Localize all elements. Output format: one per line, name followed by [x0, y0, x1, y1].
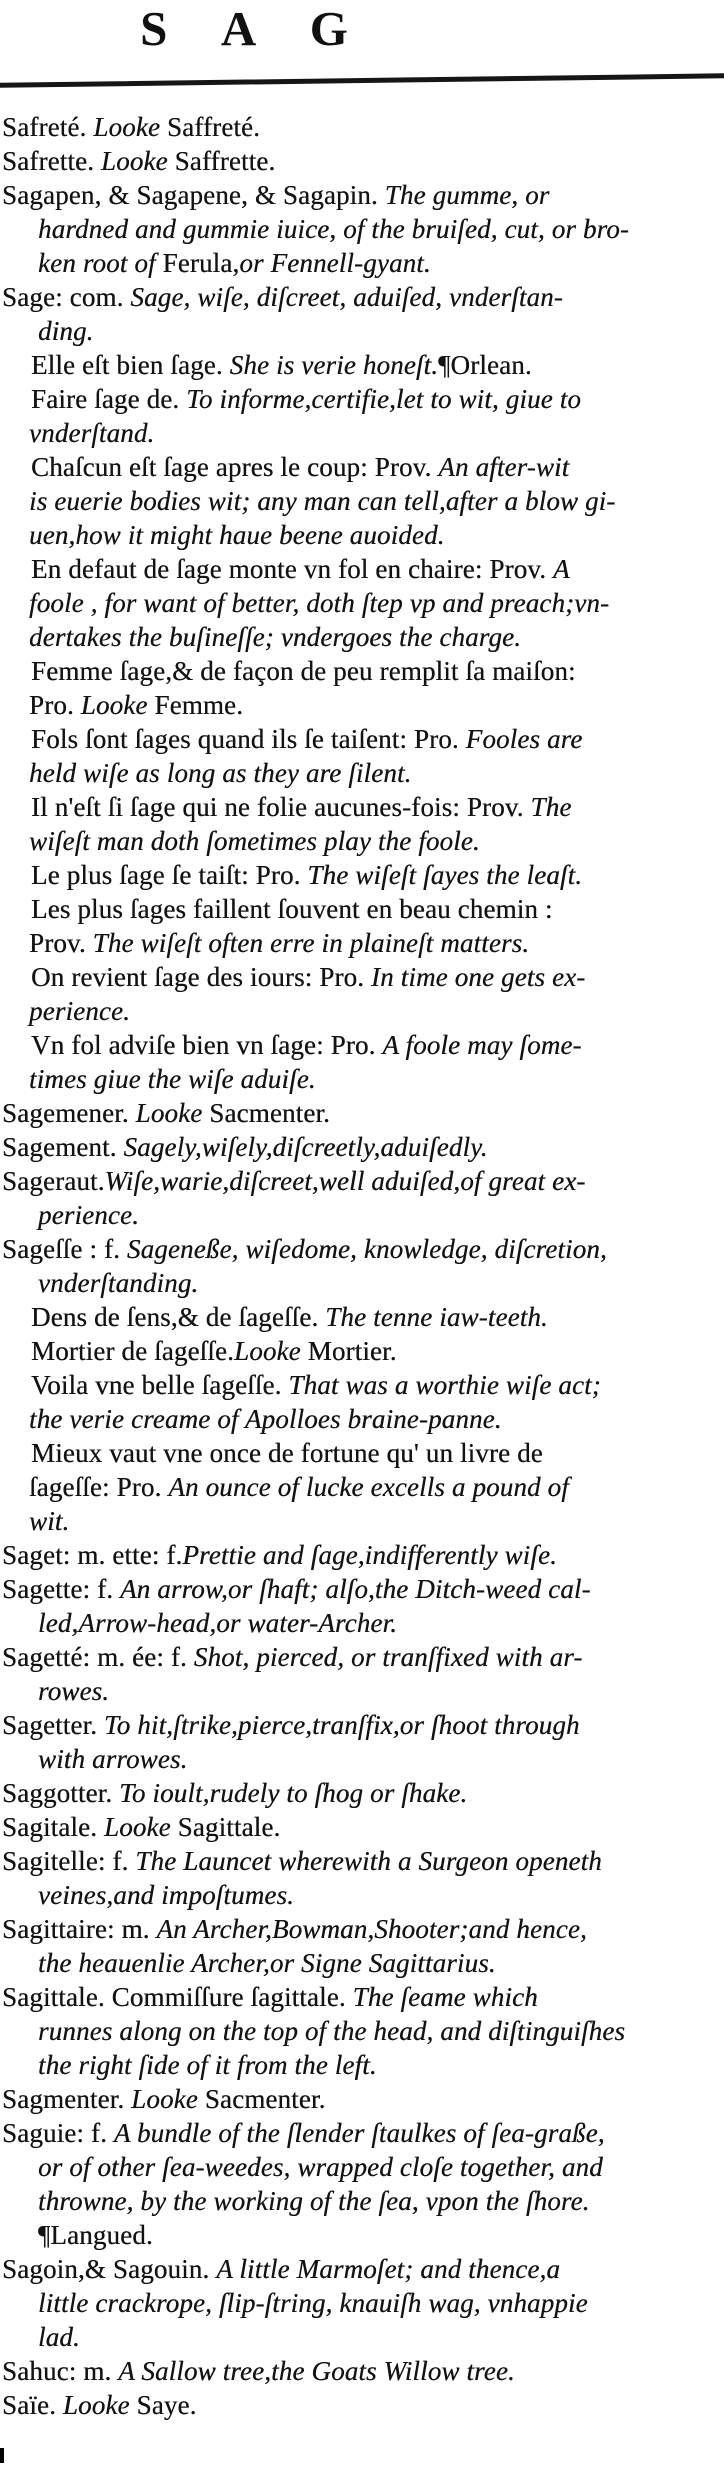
text-segment: veines,and impoſtumes. [38, 1880, 295, 1910]
entry-line [0, 654, 724, 688]
sub-entry [0, 450, 724, 552]
entry-line [0, 2218, 724, 2252]
text-segment: Vn fol adviſe bien vn ſage: Pro. [31, 1030, 383, 1060]
entry-line [0, 2354, 724, 2388]
text-segment: little crackrope, ſlip-ſtring, knauiſh wag, vnhappie [38, 2288, 588, 2318]
entry-line [0, 1334, 724, 1368]
text-segment: The wiſeſt ſayes the leaſt. [307, 860, 583, 890]
dictionary-entry [0, 1232, 724, 1300]
text-segment: En defaut de ſage monte vn fol en chaire: Prov. [31, 554, 554, 584]
entry-line [0, 1130, 724, 1164]
dictionary-entry [0, 1980, 724, 2082]
sub-entry [0, 654, 724, 722]
dictionary-entry [0, 1844, 724, 1912]
dictionary-entry [0, 1640, 724, 1708]
entry-line [0, 1198, 724, 1232]
sub-entry [0, 790, 724, 858]
sub-entry [0, 552, 724, 654]
text-segment: A foole may ſome- [382, 1030, 582, 1060]
entry-line [0, 960, 724, 994]
scan-artifact [0, 2448, 4, 2463]
text-segment: An Archer,Bowman,Shooter;and hence, [156, 1914, 587, 1944]
headword: Sahuc: m. [2, 2356, 119, 2386]
entry-line [0, 110, 724, 144]
dictionary-entry [0, 2082, 724, 2116]
entry-line [0, 1470, 724, 1504]
entry-line [0, 518, 724, 552]
text-segment: A [553, 554, 570, 584]
text-segment: lad. [38, 2322, 80, 2352]
text-segment: Le plus ſage ſe taiſt: Pro. [31, 860, 308, 890]
dictionary-entry [0, 144, 724, 178]
entry-line [0, 2286, 724, 2320]
headword: Sagoin,& Sagouin. [2, 2254, 217, 2284]
headword: Sage: com. [2, 282, 131, 312]
text-segment: Dens de ſens,& de ſageſſe. [31, 1302, 326, 1332]
entry-line [0, 994, 724, 1028]
sub-entry [0, 1436, 724, 1538]
text-segment: The [530, 792, 572, 822]
entry-line [0, 2320, 724, 2354]
entries [0, 110, 724, 2422]
headword: Saggotter. [2, 1778, 120, 1808]
text-segment: Sageneße, wiſedome, knowledge, diſcretion, [126, 1234, 607, 1264]
entry-line [0, 1538, 724, 1572]
text-segment: Looke [80, 690, 155, 720]
entry-line [0, 756, 724, 790]
text-segment: A little Marmoſet; and thence,a [216, 2254, 561, 2284]
text-segment: Pro. [29, 690, 81, 720]
headword: Sagemener. [2, 1098, 136, 1128]
sub-entry [0, 960, 724, 1028]
text-segment: vnderſtand. [29, 418, 155, 448]
headword: Sagittaire: m. [2, 1914, 157, 1944]
entry-line [0, 2252, 724, 2286]
text-segment: Prov. [29, 928, 93, 958]
text-segment: The Launcet wherewith a Surgeon openeth [135, 1846, 602, 1876]
entry-line [0, 1674, 724, 1708]
sub-entry [0, 858, 724, 892]
text-segment: Il n'eſt ſi ſage qui ne folie aucunes-fois: Prov. [31, 792, 531, 822]
headword: Sagette: f. [2, 1574, 121, 1604]
text-segment: A bundle of the ſlender ſtaulkes of ſea-graße, [113, 2118, 605, 2148]
dictionary-entry [0, 110, 724, 144]
text-segment: In time one gets ex- [370, 962, 586, 992]
text-segment: That was a worthie wiſe act; [288, 1370, 601, 1400]
text-segment: Looke [62, 2390, 137, 2420]
text-segment: perience. [38, 1200, 140, 1230]
entry-line [0, 1844, 724, 1878]
entry-line [0, 450, 724, 484]
headword: Sagitelle: f. [2, 1846, 136, 1876]
text-segment: led,Arrow-head,or water-Archer. [38, 1608, 398, 1638]
text-segment: Mieux vaut vne once de fortune qu' un livre de [31, 1438, 543, 1468]
text-segment: with arrowes. [38, 1744, 188, 1774]
headword: Sageſſe : f. [2, 1234, 127, 1264]
headword: Saïe. [2, 2390, 63, 2420]
entry-line [0, 1980, 724, 2014]
entry-line [0, 2150, 724, 2184]
entry-line [0, 416, 724, 450]
text-segment: Looke [135, 1098, 210, 1128]
text-segment: the right ſide of it from the left. [38, 2050, 377, 2080]
entry-line [0, 2082, 724, 2116]
sub-entry [0, 892, 724, 960]
text-segment: vnderſtanding. [38, 1268, 199, 1298]
text-segment: wit. [29, 1506, 70, 1536]
entry-line [0, 892, 724, 926]
headword: Sagittale. Commiſſure ſagittale. [2, 1982, 353, 2012]
dictionary-entry [0, 2116, 724, 2252]
entry-line [0, 1232, 724, 1266]
entry-line [0, 2184, 724, 2218]
entry-line [0, 1062, 724, 1096]
text-segment: An arrow,or ſhaft; alſo,the Ditch-weed cal- [120, 1574, 591, 1604]
text-segment: On revient ſage des iours: Pro. [31, 962, 371, 992]
entry-line [0, 1028, 724, 1062]
entry-line [0, 314, 724, 348]
entry-line [0, 688, 724, 722]
dictionary-entry [0, 1708, 724, 1776]
entry-line [0, 178, 724, 212]
text-segment: Sacmenter. [209, 1098, 330, 1128]
headword: Sagetter. [2, 1710, 104, 1740]
text-segment: is euerie bodies wit; any man can tell,after a blow gi- [29, 486, 616, 516]
text-segment: Sagittale. [177, 1812, 281, 1842]
dictionary-entry [0, 1810, 724, 1844]
text-segment: To hit,ſtrike,pierce,tranſfix,or ſhoot through [103, 1710, 580, 1740]
entry-line [0, 1946, 724, 1980]
dictionary-entry [0, 2354, 724, 2388]
sub-entry [0, 348, 724, 382]
dictionary-entry [0, 2388, 724, 2422]
entry-line [0, 144, 724, 178]
entry-line [0, 1742, 724, 1776]
entry-line [0, 1878, 724, 1912]
text-segment: uen,how it might haue beene auoided. [29, 520, 445, 550]
dictionary-entry [0, 1912, 724, 1980]
entry-line [0, 2388, 724, 2422]
text-segment: Femme ſage,& de façon de peu remplit ſa maiſon: [31, 656, 576, 686]
text-segment: Prettie and ſage,indifferently wiſe. [182, 1540, 557, 1570]
headword: Sagapen, & Sagapene, & Sagapin. [2, 180, 385, 210]
text-segment: Elle eſt bien ſage. [31, 350, 230, 380]
text-segment: Saffreté. [166, 112, 261, 142]
text-segment: wiſeſt man doth ſometimes play the foole. [29, 826, 480, 856]
text-segment: Looke [131, 2084, 205, 2114]
entry-line [0, 212, 724, 246]
headword: Sagmenter. [2, 2084, 132, 2114]
dictionary-entry [0, 1538, 724, 1572]
entry-line [0, 1776, 724, 1810]
text-segment: Mortier de ſageſſe. [31, 1336, 235, 1366]
text-segment: ¶Orlean. [438, 350, 532, 380]
dictionary-entry [0, 1572, 724, 1640]
page-header-letters: S A G [140, 1, 370, 56]
text-segment: or Fennell-gyant. [239, 248, 431, 278]
text-segment: An ounce of lucke excells a pound of [168, 1472, 569, 1502]
entry-line [0, 1402, 724, 1436]
text-segment: ken root of [38, 248, 163, 278]
text-segment: Chaſcun eſt ſage apres le coup: Prov. [31, 452, 439, 482]
text-segment: Sagely,wiſely,diſcreetly,aduiſedly. [123, 1132, 488, 1162]
entry-line [0, 382, 724, 416]
headword: Saget: m. ette: f. [2, 1540, 183, 1570]
text-segment: To informe,certifie,let to wit, giue to [186, 384, 582, 414]
headword: Sagetté: m. ée: f. [2, 1642, 194, 1672]
text-segment: ding. [38, 316, 94, 346]
entry-line [0, 484, 724, 518]
dictionary-entry [0, 1096, 724, 1130]
entry-line [0, 790, 724, 824]
entry-line [0, 858, 724, 892]
dictionary-entry [0, 280, 724, 348]
text-segment: Les plus ſages faillent ſouvent en beau chemin : [31, 894, 553, 924]
text-segment: runnes along on the top of the head, and diſtinguiſhes [38, 2016, 626, 2046]
text-segment: Shot, pierced, or tranſfixed with ar- [193, 1642, 583, 1672]
text-segment: The tenne iaw-teeth. [325, 1302, 548, 1332]
entry-line [0, 1436, 724, 1470]
dictionary-entry [0, 1130, 724, 1164]
entry-line [0, 2116, 724, 2150]
entry-line [0, 1640, 724, 1674]
sub-entry [0, 1028, 724, 1096]
text-segment: Looke [103, 1812, 178, 1842]
headword: Saguie: f. [2, 2118, 114, 2148]
headword: Sageraut. [2, 1166, 105, 1196]
entry-line [0, 2014, 724, 2048]
headword: Safreté. [2, 112, 94, 142]
text-segment: The gumme, or [384, 180, 550, 210]
text-segment: the verie creame of Apolloes braine-panne. [29, 1404, 502, 1434]
entry-line [0, 1572, 724, 1606]
entry-line [0, 348, 724, 382]
text-segment: To ioult,rudely to ſhog or ſhake. [119, 1778, 468, 1808]
entry-line [0, 1300, 724, 1334]
entry-line [0, 246, 724, 280]
entry-line [0, 620, 724, 654]
entry-line [0, 1912, 724, 1946]
text-segment: A Sallow tree,the Goats Willow tree. [118, 2356, 515, 2386]
text-segment: Fooles are [465, 724, 583, 754]
entry-line [0, 824, 724, 858]
entry-line [0, 926, 724, 960]
text-segment: She is verie honeſt. [229, 350, 439, 380]
text-segment: Voila vne belle ſageſſe. [31, 1370, 289, 1400]
text-segment: throwne, by the working of the ſea, vpon the ſhore. [38, 2186, 590, 2216]
text-segment: Sage, wiſe, diſcreet, aduiſed, vnderſtan- [130, 282, 563, 312]
text-segment: dertakes the buſineſſe; vndergoes the charge. [29, 622, 522, 652]
sub-entry [0, 382, 724, 450]
entry-line [0, 1606, 724, 1640]
text-segment: The ſeame which [352, 1982, 538, 2012]
entry-line [0, 722, 724, 756]
text-segment: Saye. [136, 2390, 197, 2420]
entry-line [0, 1266, 724, 1300]
headword: Sagement. [2, 1132, 124, 1162]
entry-line [0, 1368, 724, 1402]
text-segment: An after-wit [438, 452, 570, 482]
entry-line [0, 1810, 724, 1844]
text-segment: ſageſſe: Pro. [29, 1472, 169, 1502]
text-segment: ¶Langued. [38, 2220, 153, 2250]
entry-line [0, 552, 724, 586]
text-segment: Femme. [154, 690, 244, 720]
text-segment: Wiſe,warie,diſcreet,well aduiſed,of great ex- [104, 1166, 586, 1196]
text-segment: foole , for want of better, doth ſtep vp and preach;vn- [29, 588, 610, 618]
entry-line [0, 586, 724, 620]
text-segment: Sacmenter. [204, 2084, 326, 2114]
text-segment: Saffrette. [174, 146, 276, 176]
headword: Sagitale. [2, 1812, 104, 1842]
entry-line [0, 280, 724, 314]
dictionary-entry [0, 2252, 724, 2354]
text-segment: Ferula, [162, 248, 240, 278]
headword: Safrette. [2, 146, 101, 176]
text-segment: times giue the wiſe aduiſe. [29, 1064, 316, 1094]
text-segment: hardned and gummie iuice, of the bruiſed, cut, or bro- [38, 214, 630, 244]
sub-entry [0, 1334, 724, 1368]
entry-line [0, 1164, 724, 1198]
entry-line [0, 2048, 724, 2082]
dictionary-entry [0, 1164, 724, 1232]
header-rule [0, 73, 724, 88]
entry-line [0, 1096, 724, 1130]
text-segment: Looke [93, 112, 167, 142]
text-segment: The wiſeſt often erre in plaineſt matters. [92, 928, 530, 958]
text-segment: held wiſe as long as they are ſilent. [29, 758, 412, 788]
entry-line [0, 1708, 724, 1742]
text-segment: perience. [29, 996, 131, 1026]
text-segment: Fols ſont ſages quand ils ſe taiſent: Pro. [31, 724, 466, 754]
text-segment: Looke [100, 146, 175, 176]
text-segment: or of other ſea-weedes, wrapped cloſe together, and [38, 2152, 603, 2182]
dictionary-entry [0, 178, 724, 280]
text-segment: Looke [234, 1336, 308, 1366]
text-segment: the heauenlie Archer,or Signe Sagittarius. [38, 1948, 496, 1978]
sub-entry [0, 1368, 724, 1436]
entry-line [0, 1504, 724, 1538]
dictionary-entry [0, 1776, 724, 1810]
text-segment: Mortier. [307, 1336, 397, 1366]
sub-entry [0, 722, 724, 790]
text-segment: Faire ſage de. [31, 384, 187, 414]
text-segment: rowes. [38, 1676, 110, 1706]
sub-entry [0, 1300, 724, 1334]
